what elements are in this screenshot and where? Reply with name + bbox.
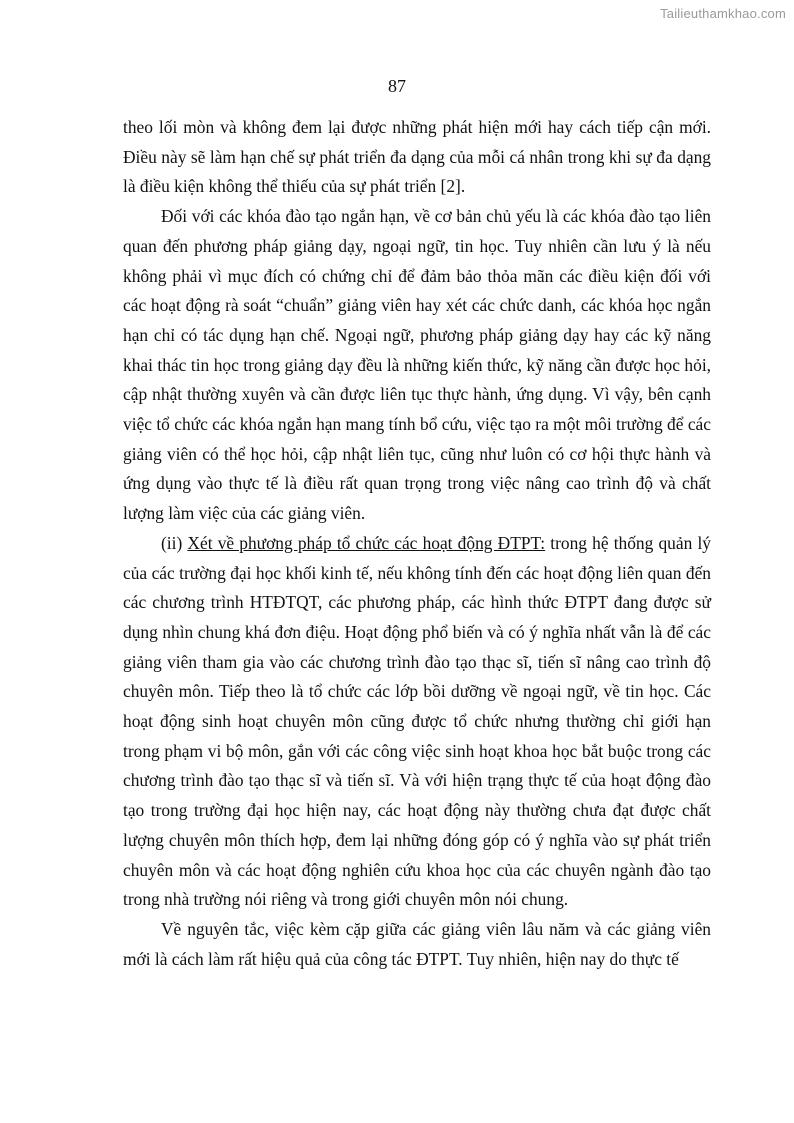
paragraph-2: Đối với các khóa đào tạo ngắn hạn, về cơ bản chủ yếu là các khóa đào tạo liên quan đến phương pháp giảng dạy, ngoại ngữ, tin học. Tuy nhiên cần lưu ý là nếu không phải vì mục đích có chứng chỉ để đảm bảo thỏa mãn các điều kiện đối với các hoạt động rà soát “chuẩn” giảng viên hay xét các chức danh, các khóa học ngắn hạn chỉ có tác dụng hạn chế. Ngoại ngữ, phương pháp giảng dạy hay các kỹ năng khai thác tin học trong giảng dạy đều là những kiến thức, kỹ năng cần được học hỏi, cập nhật thường xuyên và cần được liên tục thực hành, ứng dụng. Vì vậy, bên cạnh việc tổ chức các khóa ngắn hạn mang tính bổ cứu, việc tạo ra một môi trường để các giảng viên có thể học hỏi, cập nhật liên tục, cũng như luôn có cơ hội thực hành và ứng dụng vào thực tế là điều rất quan trọng trong việc nâng cao trình độ và chất lượng làm việc của các giảng viên.: [123, 206, 711, 524]
paragraph-4: Về nguyên tắc, việc kèm cặp giữa các giảng viên lâu năm và các giảng viên mới là cách làm rất hiệu quả của công tác ĐTPT. Tuy nhiên, hiện nay do thực tế: [123, 918, 711, 969]
page-number: 87: [388, 76, 406, 96]
watermark: Tailieuthamkhao.com: [660, 6, 786, 21]
paragraph-3-prefix: (ii): [161, 532, 188, 553]
paragraph-3-body: trong hệ thống quản lý của các trường đại học khối kinh tế, nếu không tính đến các hoạt động liên quan đến các chương trình HTĐTQT, các phương pháp, các hình thức ĐTPT đang được sử dụng nhìn chung khá đơn điệu. Hoạt động phổ biến và có ý nghĩa nhất vẫn là để các giảng viên tham gia vào các chương trình đào tạo thạc sĩ, tiến sĩ nâng cao trình độ chuyên môn. Tiếp theo là tổ chức các lớp bồi dưỡng về ngoại ngữ, về tin học. Các hoạt động sinh hoạt chuyên môn cũng được tổ chức nhưng thường chỉ giới hạn trong phạm vi bộ môn, gắn với các công việc sinh hoạt khoa học bắt buộc trong các chương trình đào tạo thạc sĩ và tiến sĩ. Và với hiện trạng thực tế của hoạt động đào tạo trong trường đại học hiện nay, các hoạt động này thường chưa đạt được chất lượng chuyên môn thích hợp, đem lại những đóng góp có ý nghĩa vào sự phát triển chuyên môn và các hoạt động nghiên cứu khoa học của các chuyên ngành đào tạo trong nhà trường nói riêng và trong giới chuyên môn nói chung.: [123, 532, 711, 910]
paragraph-1: theo lối mòn và không đem lại được những phát hiện mới hay cách tiếp cận mới. Điều này sẽ làm hạn chế sự phát triển đa dạng của mỗi cá nhân trong khi sự đa dạng là điều kiện không thể thiếu của sự phát triển [2].: [123, 117, 711, 197]
section-heading-underlined: Xét về phương pháp tổ chức các hoạt động ĐTPT:: [187, 532, 546, 553]
document-body: [123, 113, 711, 974]
paragraph-3: [123, 529, 711, 915]
